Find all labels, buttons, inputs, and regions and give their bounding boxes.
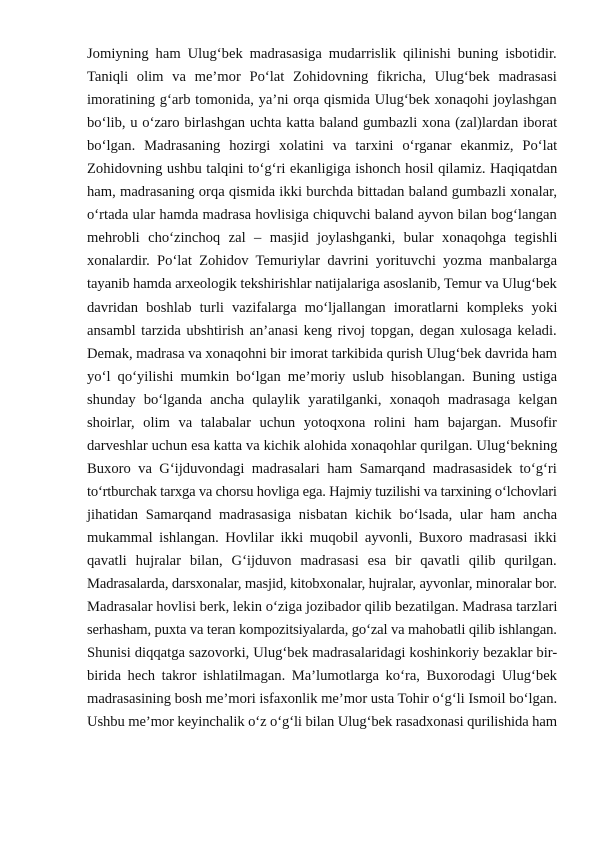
text-line: imoratining g‘arb tomonida, ya’ni orqa qismida Ulug‘bek xonaqohi joylashgan [87, 92, 557, 109]
text-line: darveshlar uchun esa katta va kichik alohida xonaqohlar qurilgan. Ulug‘bekning [87, 437, 558, 454]
text-line: mehrobli cho‘zinchoq zal – masjid joylashganki, bular xonaqohga tegishli [87, 230, 558, 247]
text-line: Taniqli olim va me’mor Po‘lat Zohidovning fikricha, Ulug‘bek madrasasi [87, 69, 557, 86]
text-line: Demak, madrasa va xonaqohni bir imorat tarkibida qurish Ulug‘bek davrida ham [87, 345, 557, 362]
text-line: madrasasining bosh me’mori isfaxonlik me’mor usta Tohir o‘g‘li Ismoil bo‘lgan. [87, 691, 558, 708]
text-line: xonalardir. Po‘lat Zohidov Temuriylar davrini yorituvchi yozma manbalarga [87, 253, 558, 270]
text-line: mukammal ishlangan. Hovlilar ikki muqobil ayvonli, Buxoro madrasasi ikki [87, 529, 557, 546]
text-line: Madrasalar hovlisi berk, lekin o‘ziga jozibador qilib bezatilgan. Madrasa tarzlari [87, 599, 558, 616]
text-line: bo‘lgan. Madrasaning hozirgi xolatini va tarxini o‘rganar ekanmiz, Po‘lat [87, 138, 558, 155]
text-line: Jomiyning ham Ulug‘bek madrasasiga mudarrislik qilinishi buning isbotidir. [87, 46, 557, 62]
text-line: Zohidovning ushbu talqini to‘g‘ri ekanligiga ishonch hosil qilamiz. Haqiqatdan [87, 161, 558, 178]
text-line: serhasham, puxta va teran kompozitsiyalarda, go‘zal va mahobatli qilib ishlangan. [87, 622, 557, 639]
text-line: Shunisi diqqatga sazovorki, Ulug‘bek madrasalaridagi koshinkoriy bezaklar bir- [87, 645, 558, 662]
text-line: bo‘lib, u o‘zaro birlashgan uchta katta baland gumbazli xona (zal)lardan iborat [87, 115, 558, 132]
text-line: shoirlar, olim va talabalar uchun yotoqxona rolini ham bajargan. Musofir [87, 414, 557, 431]
text-line: Ushbu me’mor keyinchalik o‘z o‘g‘li bilan Ulug‘bek rasadxonasi qurilishida ham [87, 714, 558, 731]
text-line: to‘rtburchak tarxga va chorsu hovliga ega. Hajmiy tuzilishi va tarxining o‘lchovlari [87, 483, 557, 500]
text-line: jihatidan Samarqand madrasasiga nisbatan kichik bo‘lsada, ular ham ancha [87, 506, 558, 523]
text-line: qavatli hujralar bilan, G‘ijduvon madrasasi esa bir qavatli qilib qurilgan. [87, 553, 557, 570]
body-text [87, 43, 557, 734]
text-line: Buxoro va G‘ijduvondagi madrasalari ham Samarqand madrasasidek to‘g‘ri [87, 460, 557, 477]
text-line: birida hech takror ishlatilmagan. Ma’lumotlarga ko‘ra, Buxorodagi Ulug‘bek [87, 668, 557, 685]
text-line: yo‘l qo‘yilishi mumkin bo‘lgan me’moriy uslub hisoblangan. Buning ustiga [87, 368, 558, 385]
text-line: ansambl tarzida ubshtirish an’anasi keng rivoj topgan, degan xulosaga keladi. [87, 322, 557, 339]
text-line: tayanib hamda arxeologik tekshirishlar natijalariga asoslanib, Temur va Ulug‘bek [87, 276, 557, 293]
text-line: davridan boshlab turli vazifalarga mo‘ljallangan imoratlarni kompleks yoki [87, 299, 558, 316]
text-line: Madrasalarda, darsxonalar, masjid, kitobxonalar, hujralar, ayvonlar, minoralar bor. [87, 576, 557, 593]
text-line: ham, madrasaning orqa qismida ikki burchda bittadan baland gumbazli xonalar, [87, 184, 558, 201]
text-line: o‘rtada ular hamda madrasa hovlisiga chiquvchi baland ayvon bilan bog‘langan [87, 207, 557, 224]
text-line: shunday bo‘lganda ancha qulaylik yaratilganki, xonaqoh madrasaga kelgan [87, 391, 558, 408]
